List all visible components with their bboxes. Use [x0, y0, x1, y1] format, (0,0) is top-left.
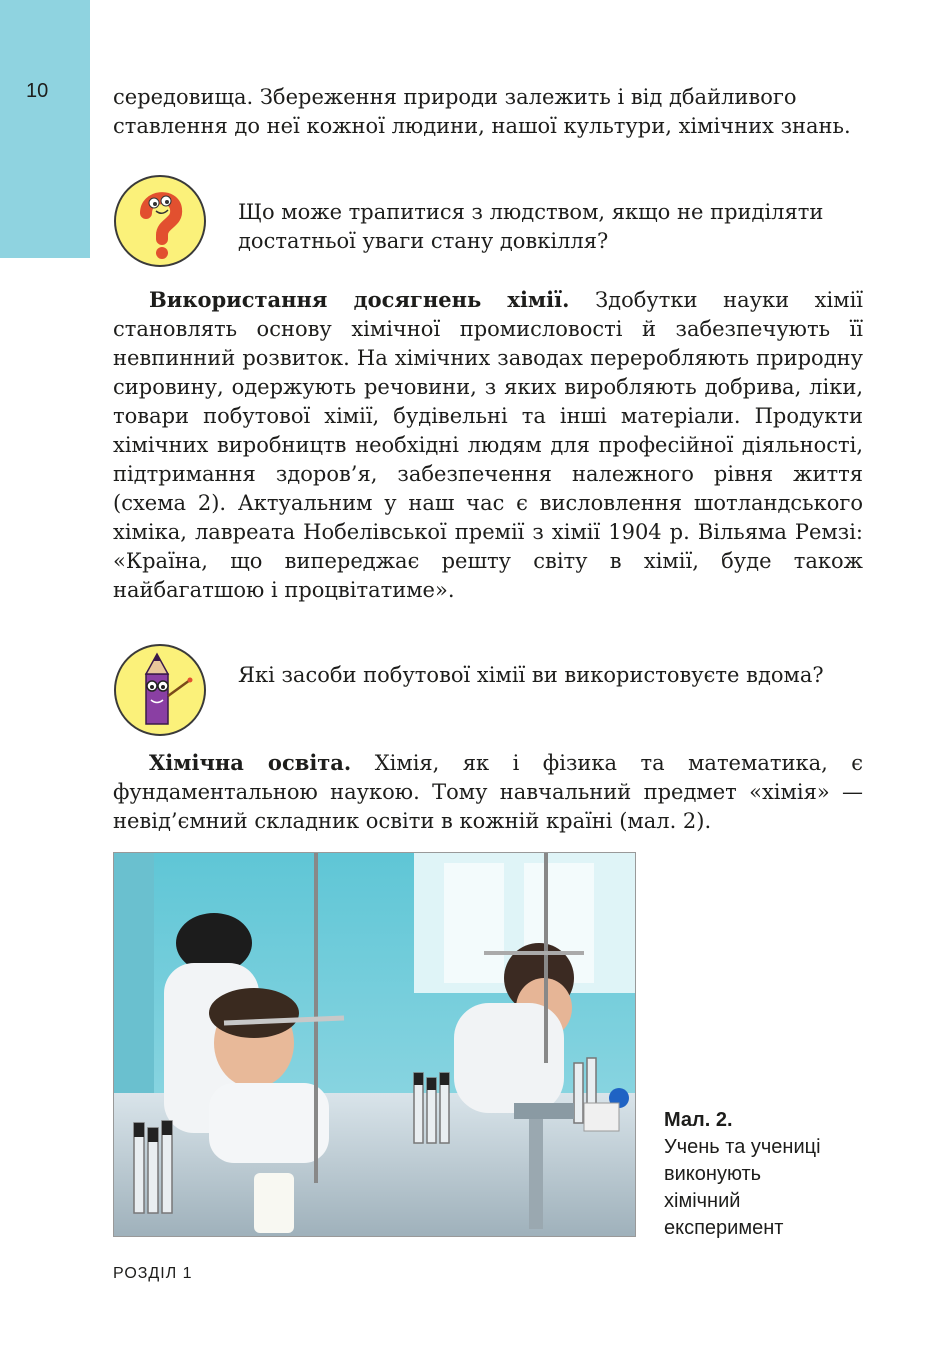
question-2: Які засоби побутової хімії ви використовуєте вдома?	[238, 663, 824, 687]
caption-line: хімічний	[664, 1190, 741, 1212]
page-number: 10	[26, 80, 49, 102]
section-1-paragraph	[113, 285, 863, 605]
caption-title: Мал. 2.	[664, 1109, 733, 1131]
pencil-teacher-icon	[114, 644, 206, 736]
section-2-paragraph	[113, 748, 863, 836]
caption-line: Учень та учениці	[664, 1136, 821, 1158]
question-mark-icon	[114, 175, 206, 267]
section-1-body: Здобутки науки хімії становлять основу хімічної промисловості й забезпечують її невпинний розвиток. На хімічних заводах переробляють природну сировину, одержують речовини, з яких виробляють добрива, ліки, товари побутової хімії, будівельні та інші матеріали. Продукти хімічних виробництв необхідні людям для професійної діяльності, підтримання здоров’я, забезпечення належного рівня життя (схема 2). Актуальним у наш час є висловлення шотландського хіміка, лавреата Нобелівської премії з хімії 1904 р. Вільяма Ремзі: «Країна, що випереджає решту світу в хімії, буде також найбагатшою і процвітатиме».	[113, 288, 863, 602]
intro-paragraph: середовища. Збереження природи залежить і від дбайливого ставлення до неї кожної людини, нашої культури, хімічних знань.	[113, 85, 851, 138]
caption-line: виконують	[664, 1163, 762, 1185]
question-1: Що може трапитися з людством, якщо не приділяти достатньої уваги стану довкілля?	[238, 200, 824, 253]
side-tab-decoration	[0, 0, 90, 258]
caption-line: експеримент	[664, 1217, 784, 1239]
lab-photo	[113, 852, 636, 1237]
section-2-heading: Хімічна освіта.	[149, 750, 352, 775]
footer-section-label: РОЗДІЛ 1	[113, 1265, 193, 1282]
figure-caption	[664, 1107, 884, 1242]
section-2-body: Хімія, як і фізика та математика, є фундаментальною наукою. Тому навчальний предмет «хімія» — невід’ємний складник освіти в кожній країні (мал. 2).	[113, 751, 863, 833]
section-1-heading: Використання досягнень хімії.	[149, 287, 570, 312]
